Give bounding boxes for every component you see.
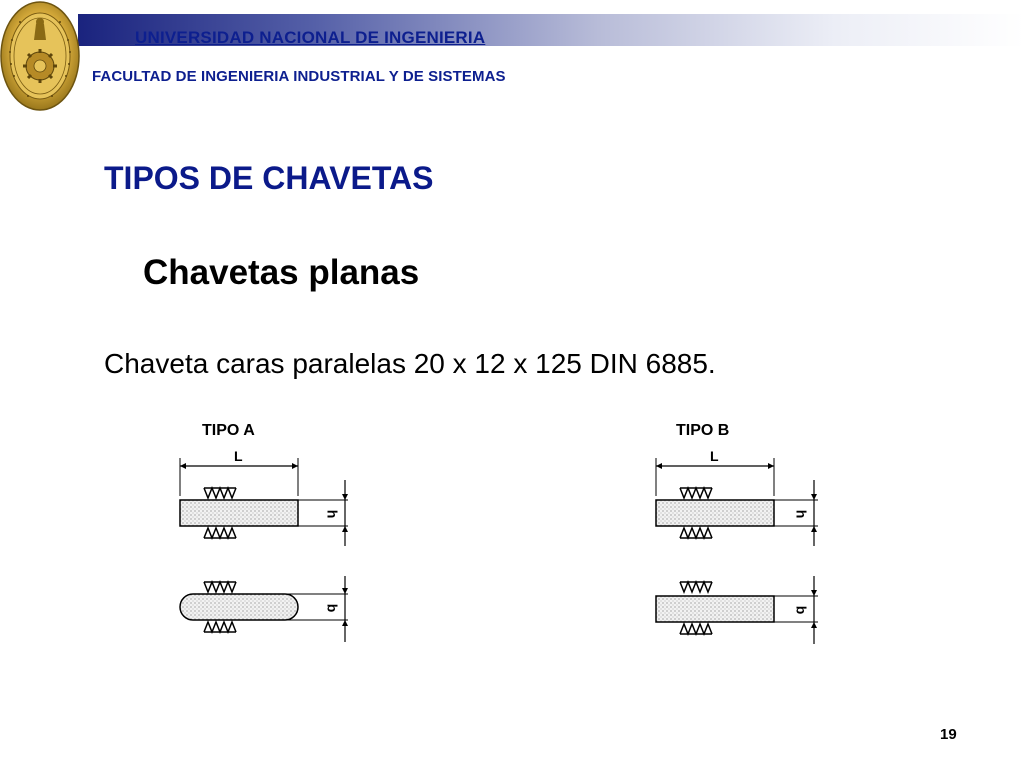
university-name: UNIVERSIDAD NACIONAL DE INGENIERIA	[135, 28, 486, 47]
type-a-drawing	[170, 418, 370, 658]
type-b-height-label: h	[793, 509, 810, 519]
type-a-label: TIPO A	[202, 422, 255, 439]
type-b-label: TIPO B	[676, 422, 730, 439]
type-a-length-label: L	[234, 448, 243, 464]
key-description: Chaveta caras paralelas 20 x 12 x 125 DIN 6885.	[104, 348, 716, 379]
figure-type-a	[170, 418, 370, 658]
slide-subtitle: Chavetas planas	[143, 253, 420, 292]
type-b-drawing	[646, 418, 846, 658]
slide-title: TIPOS DE CHAVETAS	[104, 160, 434, 196]
figure-type-b	[646, 418, 846, 658]
type-b-length-label: L	[710, 448, 719, 464]
page-number: 19	[940, 726, 957, 743]
type-b-width-label: b	[793, 605, 810, 615]
type-a-width-label: b	[324, 603, 341, 613]
university-seal-logo	[0, 0, 82, 112]
type-a-height-label: h	[324, 509, 341, 519]
faculty-name: FACULTAD DE INGENIERIA INDUSTRIAL Y DE SISTEMAS	[92, 68, 506, 85]
